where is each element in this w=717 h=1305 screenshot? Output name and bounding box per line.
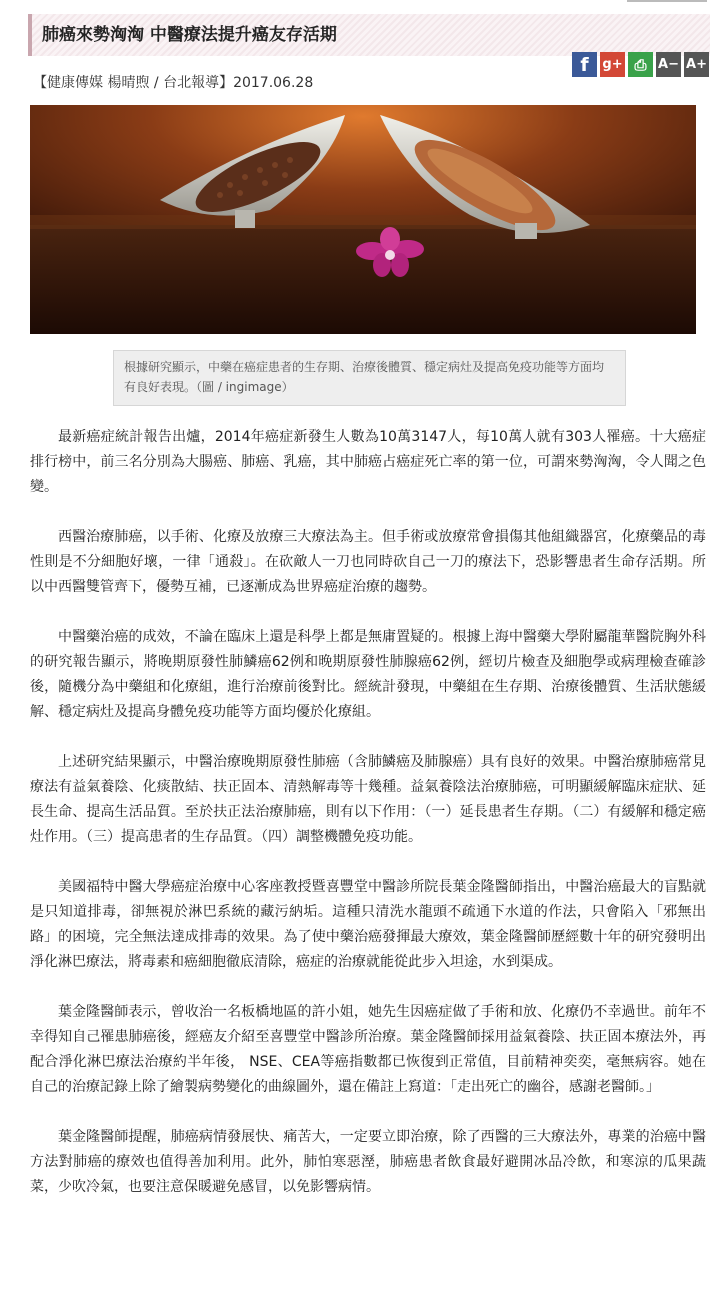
article-paragraph: 中醫藥治癌的成效，不論在臨床上還是科學上都是無庸置疑的。根據上海中醫藥大學附屬龍華醫院胸外科的研究報告顯示，將晚期原發性肺鱗癌62例和晚期原發性肺腺癌62例，經切片檢查及細胞學或病理檢查確診後，隨機分為中藥組和化療組，進行治療前後對比。經統計發現，中藥組在生存期、治療後體質、生活狀態緩解、穩定病灶及提高身體免疫功能等方面均優於化療組。: [30, 629, 706, 720]
article-byline: 【健康傳媒 楊晴煦 / 台北報導】2017.06.28: [33, 75, 314, 91]
article-paragraph: 上述研究結果顯示，中醫治療晚期原發性肺癌（含肺鱗癌及肺腺癌）具有良好的效果。中醫治療肺癌常見療法有益氣養陰、化痰散結、扶正固本、清熱解毒等十幾種。益氣養陰法治療肺癌，可明顯緩解臨床症狀、延長生命、提高生活品質。至於扶正法治療肺癌，則有以下作用：（一）延長患者生存期。（二）有緩解和穩定癌灶作用。（三）提高患者的生存品質。（四）調整機體免疫功能。: [30, 754, 706, 845]
font-larger-button[interactable]: [684, 52, 709, 77]
googleplus-icon: g+: [602, 57, 623, 72]
article-paragraph: 葉金隆醫師提醒，肺癌病情發展快、痛苦大，一定要立即治療，除了西醫的三大療法外，專業的治癌中醫方法對肺癌的療效也值得善加利用。此外，肺怕寒惡溼，肺癌患者飲食最好避開冰品冷飲，和寒涼的瓜果蔬菜，少吹冷氣，也要注意保暖避免感冒，以免影響病情。: [30, 1129, 706, 1195]
googleplus-share-button[interactable]: [600, 52, 625, 77]
article-paragraph: 美國福特中醫大學癌症治療中心客座教授暨喜豐堂中醫診所院長葉金隆醫師指出，中醫治癌最大的盲點就是只知道排毒，卻無視於淋巴系統的藏污納垢。這種只清洗水龍頭不疏通下水道的作法，只會陷入「邪無出路」的困境，完全無法達成排毒的效果。為了使中藥治癌發揮最大療效，葉金隆醫師歷經數十年的研究發明出淨化淋巴療法，將毒素和癌細胞徹底清除，癌症的治療就能從此步入坦途，水到渠成。: [30, 879, 706, 970]
print-button[interactable]: [628, 52, 653, 77]
article-title: 肺癌來勢洶洶 中醫療法提升癌友存活期: [42, 25, 337, 45]
article-paragraph: 葉金隆醫師表示，曾收治一名板橋地區的許小姐，她先生因癌症做了手術和放、化療仍不幸過世。前年不幸得知自己罹患肺癌後，經癌友介紹至喜豐堂中醫診所治療。葉金隆醫師採用益氣養陰、扶正固本療法外，再配合淨化淋巴療法治療約半年後， NSE、CEA等癌指數都已恢復到正常值，目前精神奕奕，毫無病容。她在自己的治療記錄上除了繪製病勢變化的曲線圖外，還在備註上寫道：「走出死亡的幽谷，感謝老醫師。」: [30, 1004, 706, 1095]
image-caption: 根據研究顯示，中藥在癌症患者的生存期、治療後體質、穩定病灶及提高免疫功能等方面均有良好表現。（圖 / ingimage）: [113, 350, 626, 406]
article-paragraph: 西醫治療肺癌，以手術、化療及放療三大療法為主。但手術或放療常會損傷其他組織器宮，化療藥品的毒性則是不分細胞好壞，一律「通殺」。在砍敵人一刀也同時砍自己一刀的療法下，恐影響患者生命存活期。所以中西醫雙管齊下，優勢互補，已逐漸成為世界癌症治療的趨勢。: [30, 529, 706, 595]
facebook-icon: f: [580, 53, 589, 76]
article-body: [30, 425, 706, 1225]
font-larger-icon: A+: [686, 57, 707, 72]
printer-icon: ⎙: [634, 55, 647, 74]
facebook-share-button[interactable]: [572, 52, 597, 77]
share-toolbar: [572, 52, 709, 77]
top-rule: [0, 0, 717, 4]
title-bar: [28, 14, 710, 56]
article-paragraph: 最新癌症統計報告出爐，2014年癌症新發生人數為10萬3147人，每10萬人就有303人罹癌。十大癌症排行榜中，前三名分別為大腸癌、肺癌、乳癌，其中肺癌占癌症死亡率的第一位，可謂來勢洶洶，令人聞之色變。: [30, 429, 706, 495]
font-smaller-button[interactable]: [656, 52, 681, 77]
herb-dishes-image: [30, 105, 696, 334]
font-smaller-icon: A−: [658, 57, 679, 72]
article-photo: [30, 105, 696, 334]
